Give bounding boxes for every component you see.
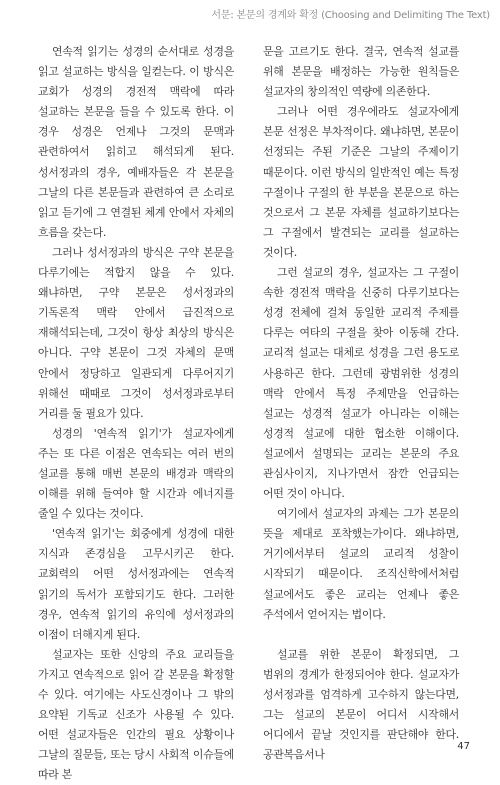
left-column: [38, 42, 234, 785]
running-header: 서문: 본문의 경계와 확정 (Choosing and Delimiting The Text): [211, 10, 490, 21]
right-column: [263, 42, 459, 765]
body-paragraph: 성경의 '연속적 읽기'가 설교자에게 주는 또 다른 이점은 연속되는 여러 번의 설교를 통해 매번 본문의 배경과 맥락의 이해를 위해 들여야 할 시간과 에너지를 줄일 수 있다는 것이다.: [38, 426, 234, 521]
body-paragraph: 그런 설교의 경우, 설교자는 그 구절이 속한 경전적 맥락을 신중히 다루기보다는 성경 전체에 걸쳐 동일한 교리적 주제를 다루는 여타의 구절을 찾아 이동해 간다. 교리적 설교는 대체로 성경을 그런 용도로 사용하곤 한다. 그런데 광범위한 성경의 맥락 안에서 특정 주제만을 언급하는 설교는 성경적 설교가 아니라는 이해는 성경적 설교에 대한 협소한 이해이다. 설교에서 설명되는 교리는 본문의 주요 관심사이지, 지나가면서 잠깐 언급되는 어떤 것이 아니다.: [263, 266, 459, 501]
body-paragraph: 연속적 읽기는 성경의 순서대로 성경을 읽고 설교하는 방식을 일컫는다. 이 방식은 교회가 성경의 경전적 맥락에 따라 설교하는 본문을 들을 수 있도록 한다. 이 경우 성경은 언제나 그것의 문맥과 관련하여서 읽히고 해석되게 된다. 성서정과의 경우, 예배자들은 각 본문을 그날의 다른 본문들과 관련하여 큰 소리로 읽고 듣기에 그 연결된 체계 안에서 자체의 흐름을 갖는다.: [38, 45, 234, 239]
body-paragraph: 설교를 위한 본문이 확정되면, 그 범위의 경계가 한정되어야 한다. 설교자가 성서정과를 엄격하게 고수하지 않는다면, 그는 설교의 본문이 어디서 시작해서 어디에서 끝날 것인지를 판단해야 한다. 공관복음서나: [263, 647, 459, 762]
body-paragraph: 그러나 성서정과의 방식은 구약 본문을 다루기에는 적합지 않을 수 있다. 왜냐하면, 구약 본문은 성서정과의 기독론적 맥락 안에서 급진적으로 재해석되는데, 그것이 항상 최상의 방식은 아니다. 구약 본문이 그것 자체의 문맥 안에서 정당하고 일관되게 다루어지기 위해선 때때로 그것이 성서정과로부터 거리를 둘 필요가 있다.: [38, 245, 234, 420]
body-paragraph: 설교자는 또한 신앙의 주요 교리들을 가지고 연속적으로 읽어 갈 본문을 확정할 수 있다. 여기에는 사도신경이나 그 밖의 요약된 기독교 신조가 사용될 수 있다. 어떤 설교자들은 인간의 필요 상황이나 그날의 질문들, 또는 당시 사회적 이슈들에 따라 본: [38, 647, 234, 782]
page-number: 47: [457, 741, 470, 752]
body-paragraph: 여기에서 설교자의 과제는 그가 본문의 뜻을 제대로 포착했는가이다. 왜냐하면, 거기에서부터 설교의 교리적 성찰이 시작되기 때문이다. 조직신학에서처럼 설교에서도 좋은 교리는 언제나 좋은 주석에서 얻어지는 법이다.: [263, 507, 459, 621]
body-paragraph: '연속적 읽기'는 회중에게 성경에 대한 지식과 존경심을 고무시키곤 한다. 교회력의 어떤 성서정과에는 연속적 읽기의 독서가 포함되기도 한다. 그러한 경우, 연속적 읽기의 유익에 성서정과의 이점이 더해지게 된다.: [38, 527, 234, 641]
body-paragraph-continued: 문을 고르기도 한다. 결국, 연속적 설교를 위해 본문을 배정하는 가능한 원칙들은 설교자의 창의적인 역량에 의존한다.: [263, 45, 459, 99]
body-paragraph: 그러나 어떤 경우에라도 설교자에게 본문 선정은 부차적이다. 왜냐하면, 본문이 선정되는 주된 기준은 그날의 주제이기 때문이다. 이런 방식의 일반적인 예는 특정 구절이나 구절의 한 부분을 본문으로 하는 것으로서 그 본문 자체를 설교하기보다는 그 구절에서 발견되는 교리를 설교하는 것이다.: [263, 105, 459, 259]
